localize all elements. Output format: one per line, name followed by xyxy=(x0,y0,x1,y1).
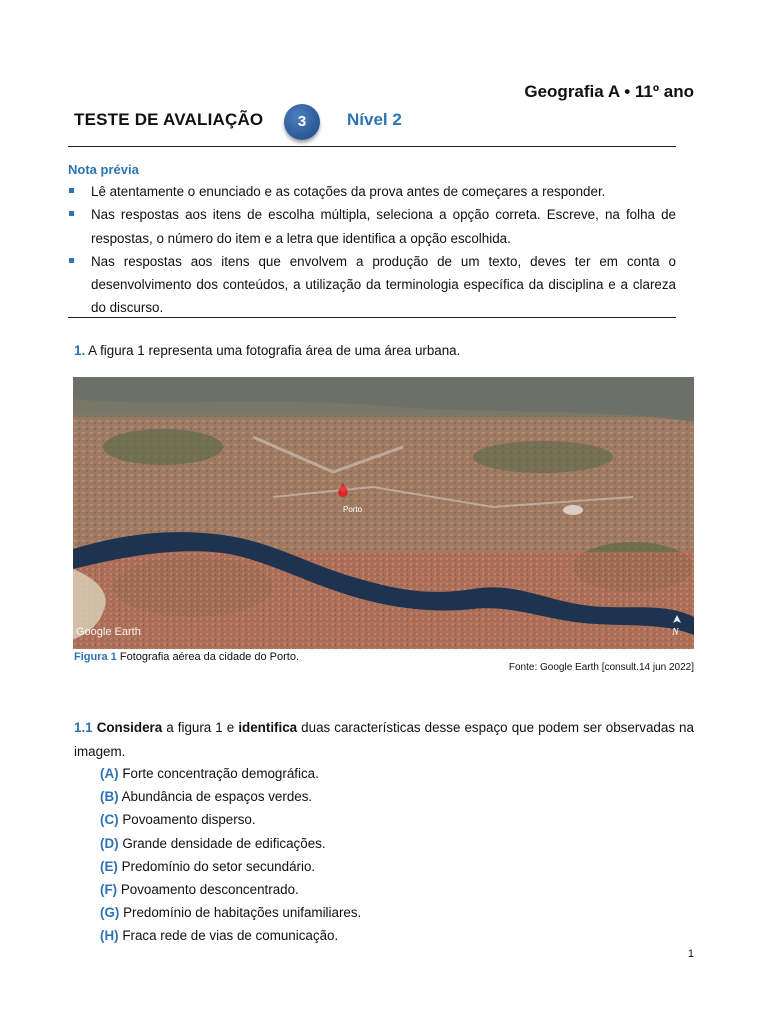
option-letter: (B) xyxy=(100,789,119,805)
question-number: 1. xyxy=(74,343,86,358)
option-letter: (C) xyxy=(100,812,119,828)
green-area xyxy=(473,441,613,473)
option-letter: (D) xyxy=(100,835,119,851)
option-item xyxy=(100,808,361,831)
stadium xyxy=(563,505,583,515)
square-bullet-icon xyxy=(69,211,74,216)
option-item xyxy=(100,901,361,924)
options-list xyxy=(100,762,361,948)
figure-caption xyxy=(74,651,299,663)
header-divider xyxy=(68,146,676,147)
caption-text: Fotografia aérea da cidade do Porto. xyxy=(119,651,300,663)
option-letter: (F) xyxy=(100,882,118,898)
option-text: Fraca rede de vias de comunicação. xyxy=(122,928,339,944)
notes-divider xyxy=(68,317,676,318)
question-text: A figura 1 representa uma fotografia área de uma área urbana. xyxy=(88,343,461,358)
note-text: Lê atentamente o enunciado e as cotações da prova antes de começares a responder. xyxy=(91,184,606,199)
question-number: 1.1 xyxy=(74,720,93,735)
question-1 xyxy=(74,343,460,358)
option-letter: (A) xyxy=(100,766,119,781)
option-item xyxy=(100,832,361,855)
page-number: 1 xyxy=(687,948,694,960)
square-bullet-icon xyxy=(69,258,74,263)
option-text: Abundância de espaços verdes. xyxy=(121,789,313,805)
note-item xyxy=(68,180,676,203)
note-text: Nas respostas aos itens de escolha múltipla, seleciona a opção correta. Escreve, na folha de respostas, o número do item e a letra que identifica a opção escolhida. xyxy=(91,207,676,246)
instruction-verb: identifica xyxy=(238,720,298,735)
square-bullet-icon xyxy=(69,188,74,193)
test-number-badge: 3 xyxy=(284,104,320,140)
note-text: Nas respostas aos itens que envolvem a produção de um texto, deves ter em conta o desenvolvimento dos conteúdos, a utilização da terminologia específica da disciplina e a clareza do discurso. xyxy=(91,253,676,316)
option-letter: (E) xyxy=(100,858,118,874)
option-item xyxy=(100,924,361,947)
level-label: Nível 2 xyxy=(347,110,402,129)
subject-title: Geografia A • 11º ano xyxy=(524,82,694,101)
map-place-label: Porto xyxy=(343,505,363,514)
aerial-photo xyxy=(73,377,694,649)
question-text: a figura 1 e xyxy=(166,720,235,735)
aerial-photo-illustration xyxy=(73,377,694,649)
title-row xyxy=(74,104,694,140)
test-title: TESTE DE AVALIAÇÃO xyxy=(74,110,264,129)
option-text: Predomínio do setor secundário. xyxy=(121,858,316,874)
option-text: Forte concentração demográfica. xyxy=(122,766,319,781)
instruction-verb: Considera xyxy=(96,720,163,735)
question-text: duas características desse espaço que podem ser observadas na imagem. xyxy=(74,720,694,759)
option-letter: (G) xyxy=(100,905,120,921)
option-text: Povoamento desconcentrado. xyxy=(120,882,299,898)
svg-text:N: N xyxy=(672,627,679,638)
option-text: Grande densidade de edificações. xyxy=(122,835,326,851)
option-letter: (H) xyxy=(100,928,119,944)
green-area xyxy=(103,429,223,465)
caption-label: Figura 1 xyxy=(74,651,117,663)
option-item xyxy=(100,855,361,878)
figure-source: Fonte: Google Earth [consult.14 jun 2022] xyxy=(508,662,694,673)
notes-list xyxy=(68,180,676,320)
option-text: Povoamento disperso. xyxy=(122,812,256,828)
watermark: Google Earth xyxy=(76,626,141,638)
option-item xyxy=(100,785,361,808)
note-item xyxy=(68,250,676,320)
option-text: Predomínio de habitações unifamiliares. xyxy=(123,905,362,921)
note-title: Nota prévia xyxy=(68,162,139,177)
option-item xyxy=(100,878,361,901)
note-item xyxy=(68,203,676,250)
option-item xyxy=(100,762,361,785)
question-1-1 xyxy=(74,716,694,763)
